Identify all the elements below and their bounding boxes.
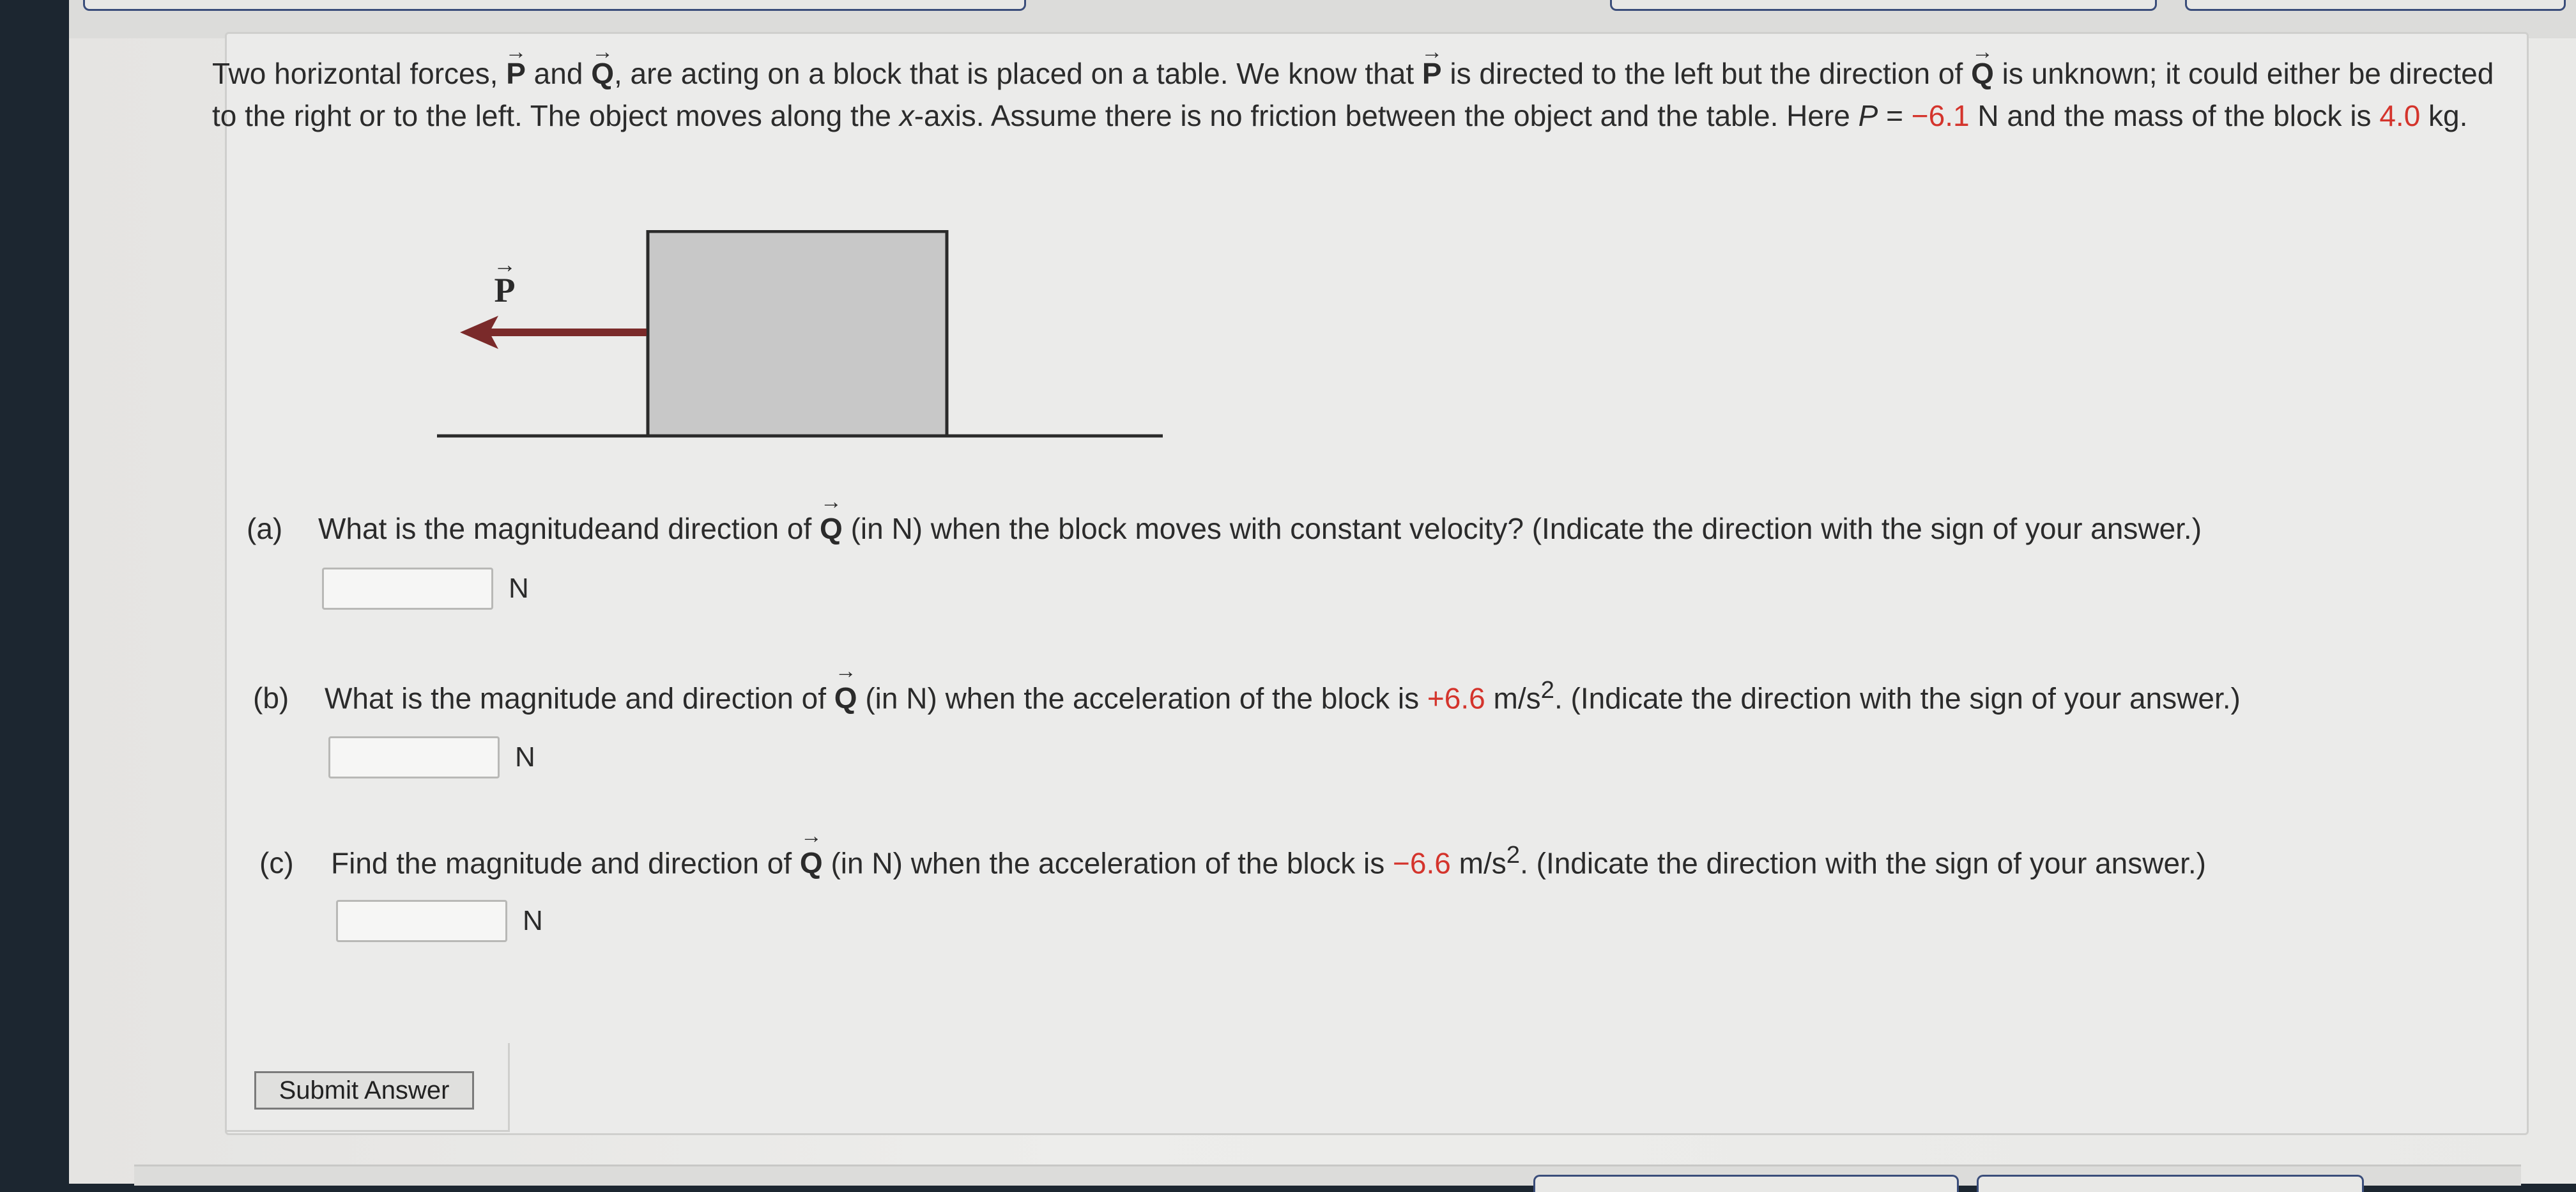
answer-row-a	[322, 568, 529, 610]
answer-row-c	[336, 900, 543, 942]
question-a: (a) What is the magnitudeand direction of → Q (in N) when the block moves with constant velocity? (Indicate the direction with the sign of your answer.)	[247, 511, 2202, 546]
top-panel-edge	[83, 0, 1026, 11]
answer-input-b[interactable]	[328, 736, 500, 778]
question-b: (b) What is the magnitude and direction of → Q (in N) when the acceleration of the block is +6.6 $m/s^2$. (Indicate the direction with the sign of your answer.)	[253, 676, 2241, 715]
block	[648, 231, 947, 436]
problem-statement: Two horizontal forces, → P and → Q, are acting on a block that is placed on a table. We know that → P is directed to the left but the direction of → Q is unknown; it could either be directed to the right or to the left. The object moves along the x-axis. Assume there is no friction between the object and the table. Here P = −6.1 N and the mass of the block is 4.0 kg.	[212, 52, 2525, 137]
p-value: −6.1	[1911, 99, 1970, 132]
unit-label: N	[515, 741, 535, 773]
answer-row-b	[328, 736, 535, 778]
vector-p: → P	[1422, 52, 1442, 95]
question-panel	[225, 32, 2529, 1135]
unit-label: N	[509, 573, 529, 604]
vector-q: → Q	[591, 52, 614, 95]
p-symbol: P	[1858, 99, 1878, 132]
question-label: (b)	[253, 681, 289, 715]
top-panel-edge	[2185, 0, 2566, 11]
vector-arrow-icon: →	[493, 252, 516, 277]
unit-label: N	[523, 905, 543, 936]
vector-q: → Q	[834, 681, 857, 715]
vector-q: → Q	[1971, 52, 1994, 95]
mass-value: 4.0	[2379, 99, 2421, 132]
question-label: (a)	[247, 512, 283, 545]
question-label: (c)	[259, 846, 294, 880]
top-panel-edge	[1610, 0, 2157, 11]
answer-input-a[interactable]	[322, 568, 493, 610]
question-c: (c) Find the magnitude and direction of → Q (in N) when the acceleration of the block is −6.6 $m/s^2$. (Indicate the direction with the sign of your answer.)	[259, 841, 2206, 880]
force-diagram	[434, 230, 1176, 447]
answer-input-c[interactable]	[336, 900, 507, 942]
submit-answer-button[interactable]: Submit Answer	[254, 1071, 474, 1110]
vector-p: → P	[506, 52, 526, 95]
acceleration-value: +6.6	[1427, 681, 1485, 715]
vector-q: → Q	[800, 846, 823, 880]
x-axis-symbol: x	[899, 99, 914, 132]
vector-q: → Q	[820, 511, 843, 546]
force-label: P	[494, 271, 516, 309]
acceleration-value: −6.6	[1393, 846, 1451, 880]
